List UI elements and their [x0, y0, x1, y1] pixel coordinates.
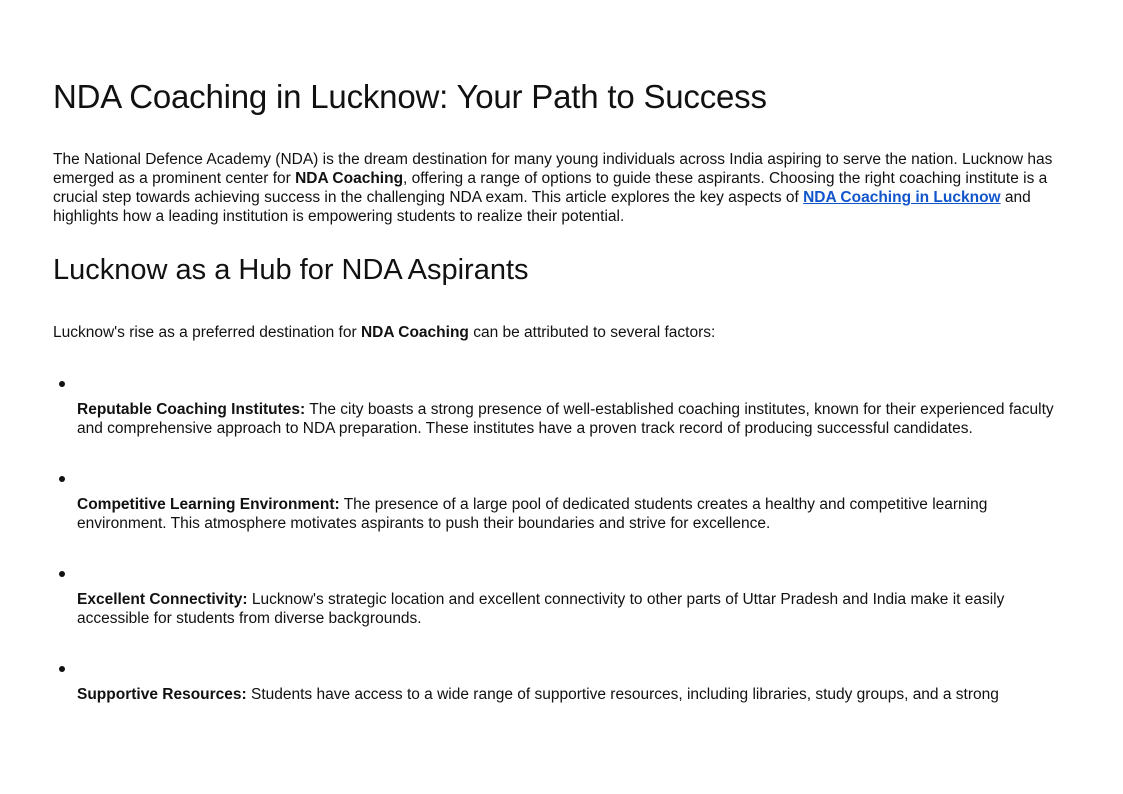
- list-item-title: Competitive Learning Environment:: [77, 496, 340, 513]
- bullet-icon: [59, 476, 65, 482]
- page-title: NDA Coaching in Lucknow: Your Path to Success: [53, 78, 767, 115]
- list-item-text: [77, 495, 1067, 533]
- intro-text-3: and highlights how a leading institution is empowering students to realize their potential.: [53, 189, 1031, 225]
- list-item-text: [77, 685, 1067, 704]
- intro-text-2: , offering a range of options to guide these aspirants. Choosing the right coaching institute is a crucial step towards achieving success in the challenging NDA exam. This article explores the key aspects of: [53, 170, 1048, 206]
- lead-bold-keyword: NDA Coaching: [360, 324, 469, 341]
- bullet-icon: [59, 571, 65, 577]
- list-item-text: [77, 400, 1067, 438]
- nda-coaching-lucknow-link[interactable]: NDA Coaching in Lucknow: [803, 189, 1001, 206]
- list-item-body: The presence of a large pool of dedicated students creates a healthy and competitive learning environment. This atmosphere motivates aspirants to push their boundaries and strive for excellence.: [77, 496, 988, 532]
- bullet-icon: [59, 381, 65, 387]
- section-heading: Lucknow as a Hub for NDA Aspirants: [53, 254, 529, 286]
- lead-text-1: Lucknow's rise as a preferred destination for: [53, 324, 361, 341]
- list-item-body: Lucknow's strategic location and excellent connectivity to other parts of Uttar Pradesh and India make it easily accessible for students from diverse backgrounds.: [77, 591, 1005, 627]
- section-lead-paragraph: [53, 323, 1063, 342]
- bullet-icon: [59, 666, 65, 672]
- lead-text-2: can be attributed to several factors:: [468, 324, 716, 341]
- list-item-title: Reputable Coaching Institutes:: [77, 401, 306, 418]
- list-item-body: The city boasts a strong presence of well-established coaching institutes, known for their experienced faculty and comprehensive approach to NDA preparation. These institutes have a proven track record of producing successful candidates.: [77, 401, 1054, 437]
- list-item-body: Students have access to a wide range of supportive resources, including libraries, study groups, and a strong: [246, 686, 999, 703]
- intro-text-1: The National Defence Academy (NDA) is the dream destination for many young individuals across India aspiring to serve the nation. Lucknow has emerged as a prominent center for: [53, 151, 1053, 187]
- list-item-text: [77, 590, 1067, 628]
- intro-paragraph: [53, 150, 1063, 226]
- intro-bold-keyword: NDA Coaching: [295, 170, 404, 187]
- list-item-title: Excellent Connectivity:: [77, 591, 248, 608]
- list-item-title: Supportive Resources:: [77, 686, 247, 703]
